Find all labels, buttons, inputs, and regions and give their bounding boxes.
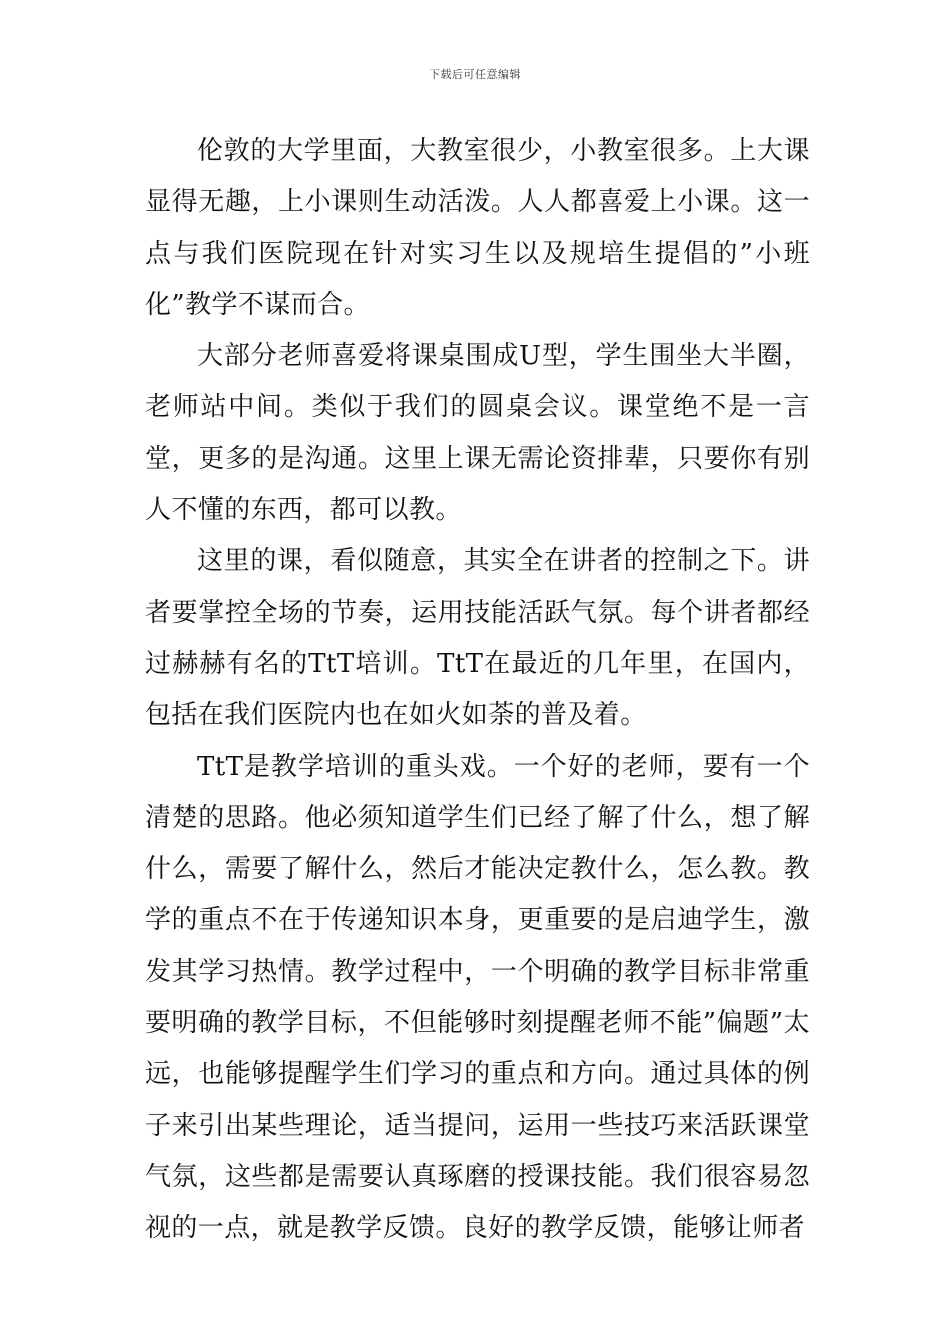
paragraph: 伦敦的大学里面，大教室很少，小教室很多。上大课显得无趣，上小课则生动活泼。人人都喜爱上小课。这一点与我们医院现在针对实习生以及规培生提倡的”小班化”教学不谋而合。 [145,136,810,320]
paragraph: 这里的课，看似随意，其实全在讲者的控制之下。讲者要掌控全场的节奏，运用技能活跃气氛。每个讲者都经过赫赫有名的TtT培训。TtT在最近的几年里，在国内，包括在我们医院内也在如火如荼的普及着。 [145,546,810,731]
paragraph: 大部分老师喜爱将课桌围成U型，学生围坐大半圈，老师站中间。类似于我们的圆桌会议。课堂绝不是一言堂，更多的是沟通。这里上课无需论资排辈，只要你有别人不懂的东西，都可以教。 [145,341,810,526]
paragraph: TtT是教学培训的重头戏。一个好的老师，要有一个清楚的思路。他必须知道学生们已经了解了什么，想了解什么，需要了解什么，然后才能决定教什么，怎么教。教学的重点不在于传递知识本身，更重要的是启迪学生，激发其学习热情。教学过程中，一个明确的教学目标非常重要明确的教学目标，不但能够时刻提醒老师不能”偏题”太远，也能够提醒学生们学习的重点和方向。通过具体的例子来引出某些理论，适当提问，运用一些技巧来活跃课堂气氛，这些都是需要认真琢磨的授课技能。我们很容易忽视的一点，就是教学反馈。良好的教学反馈，能够让师者 [145,751,810,1244]
page-header: 下载后可任意编辑 [429,68,521,81]
document-body [145,126,810,1255]
